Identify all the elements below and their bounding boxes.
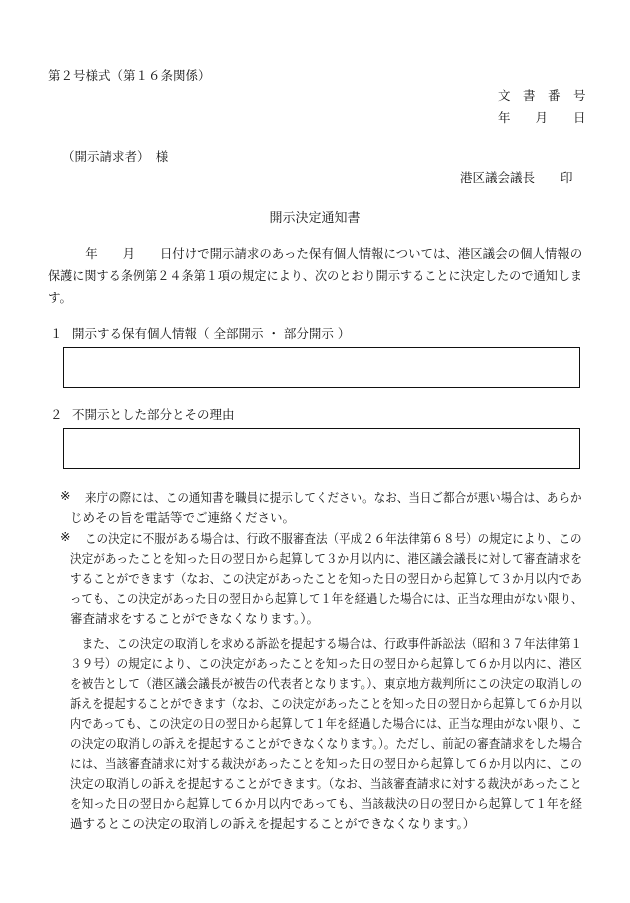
note-line: 訴えを提起することができます（なお、この決定があったことを知った日の翌日から起算して６か月以 [70,696,582,711]
disclosed-info-field[interactable] [63,347,580,388]
note-mark: ※ [60,529,71,544]
note-line: 来庁の際には、この通知書を職員に提示してください。なお、当日ご都合が悪い場合は、あらか [85,490,582,505]
note-line: 決定があったことを知った日の翌日から起算して３か月以内に、港区議会議長に対して審査請求を [70,551,582,566]
section2-label: 不開示とした部分とその理由 [72,407,235,422]
intro-line: す。 [48,290,73,305]
intro-line: 保護に関する条例第２４条第１項の規定により、次のとおり開示することに決定したので通知しま [48,268,583,283]
addressee-label: （開示請求者） 様 [62,149,169,164]
note-line: 審査請求をすることができなくなります。）。 [70,611,320,626]
note-line: 内であっても、この決定の日の翌日から起算して１年を経過した場合には、正当な理由がない限り、こ [70,716,582,731]
note-line: ３９号）の規定により、この決定があったことを知った日の翌日から起算して６か月以内に、港区 [70,656,582,671]
document-title: 開示決定通知書 [269,211,361,226]
note-line: を被告として（港区議会議長が被告の代表者となります。）、東京地方裁判所にこの決定の取消しの [70,676,583,691]
note-line: この決定に不服がある場合は、行政不服審査法（平成２６年法律第６８号）の規定により、この [85,531,582,546]
form-label: 第２号様式（第１６条関係） [48,68,211,83]
note-mark: ※ [60,488,71,503]
note-line: っても、この決定があった日の翌日から起算して１年を経過した場合には、正当な理由がない限り、 [70,591,583,606]
note-line: 決定の取消しの訴えを提起することができます。（なお、当該審査請求に対する裁決があったこと [70,776,582,791]
issuer-label: 港区議会議長 印 [460,170,573,185]
document-number-label: 文 書 番 号 [498,88,586,103]
section2-number: ２ [50,407,63,422]
intro-line: 年 月 日付けで開示請求のあった保有個人情報については、港区議会の個人情報の [48,246,583,261]
note-line: じめその旨を電話等でご連絡ください。 [70,510,296,525]
nondisclosure-reason-field[interactable] [63,428,580,469]
section1-label: 開示する保有個人情報（ 全部開示 ・ 部分開示 ） [72,326,351,341]
note-line: の決定の取消しの訴えを提起することができなくなります。）。ただし、前記の審査請求をした場合 [70,736,583,751]
note-line: することができます（なお、この決定があったことを知った日の翌日から起算して３か月以内であ [70,571,582,586]
section1-number: １ [50,326,63,341]
note-line: を知った日の翌日から起算して６か月以内であっても、当該裁決の日の翌日から起算して１年を経 [70,796,582,811]
note-line: また、この決定の取消しを求める訴訟を提起する場合は、行政事件訴訟法（昭和３７年法律第１ [70,636,583,651]
date-label: 年 月 日 [498,110,586,125]
note-line: 過するとこの決定の取消しの訴えを提起することができなくなります。） [70,816,476,831]
note-line: には、当該審査請求に対する裁決があったことを知った日の翌日から起算して６か月以内に、この [70,756,582,771]
